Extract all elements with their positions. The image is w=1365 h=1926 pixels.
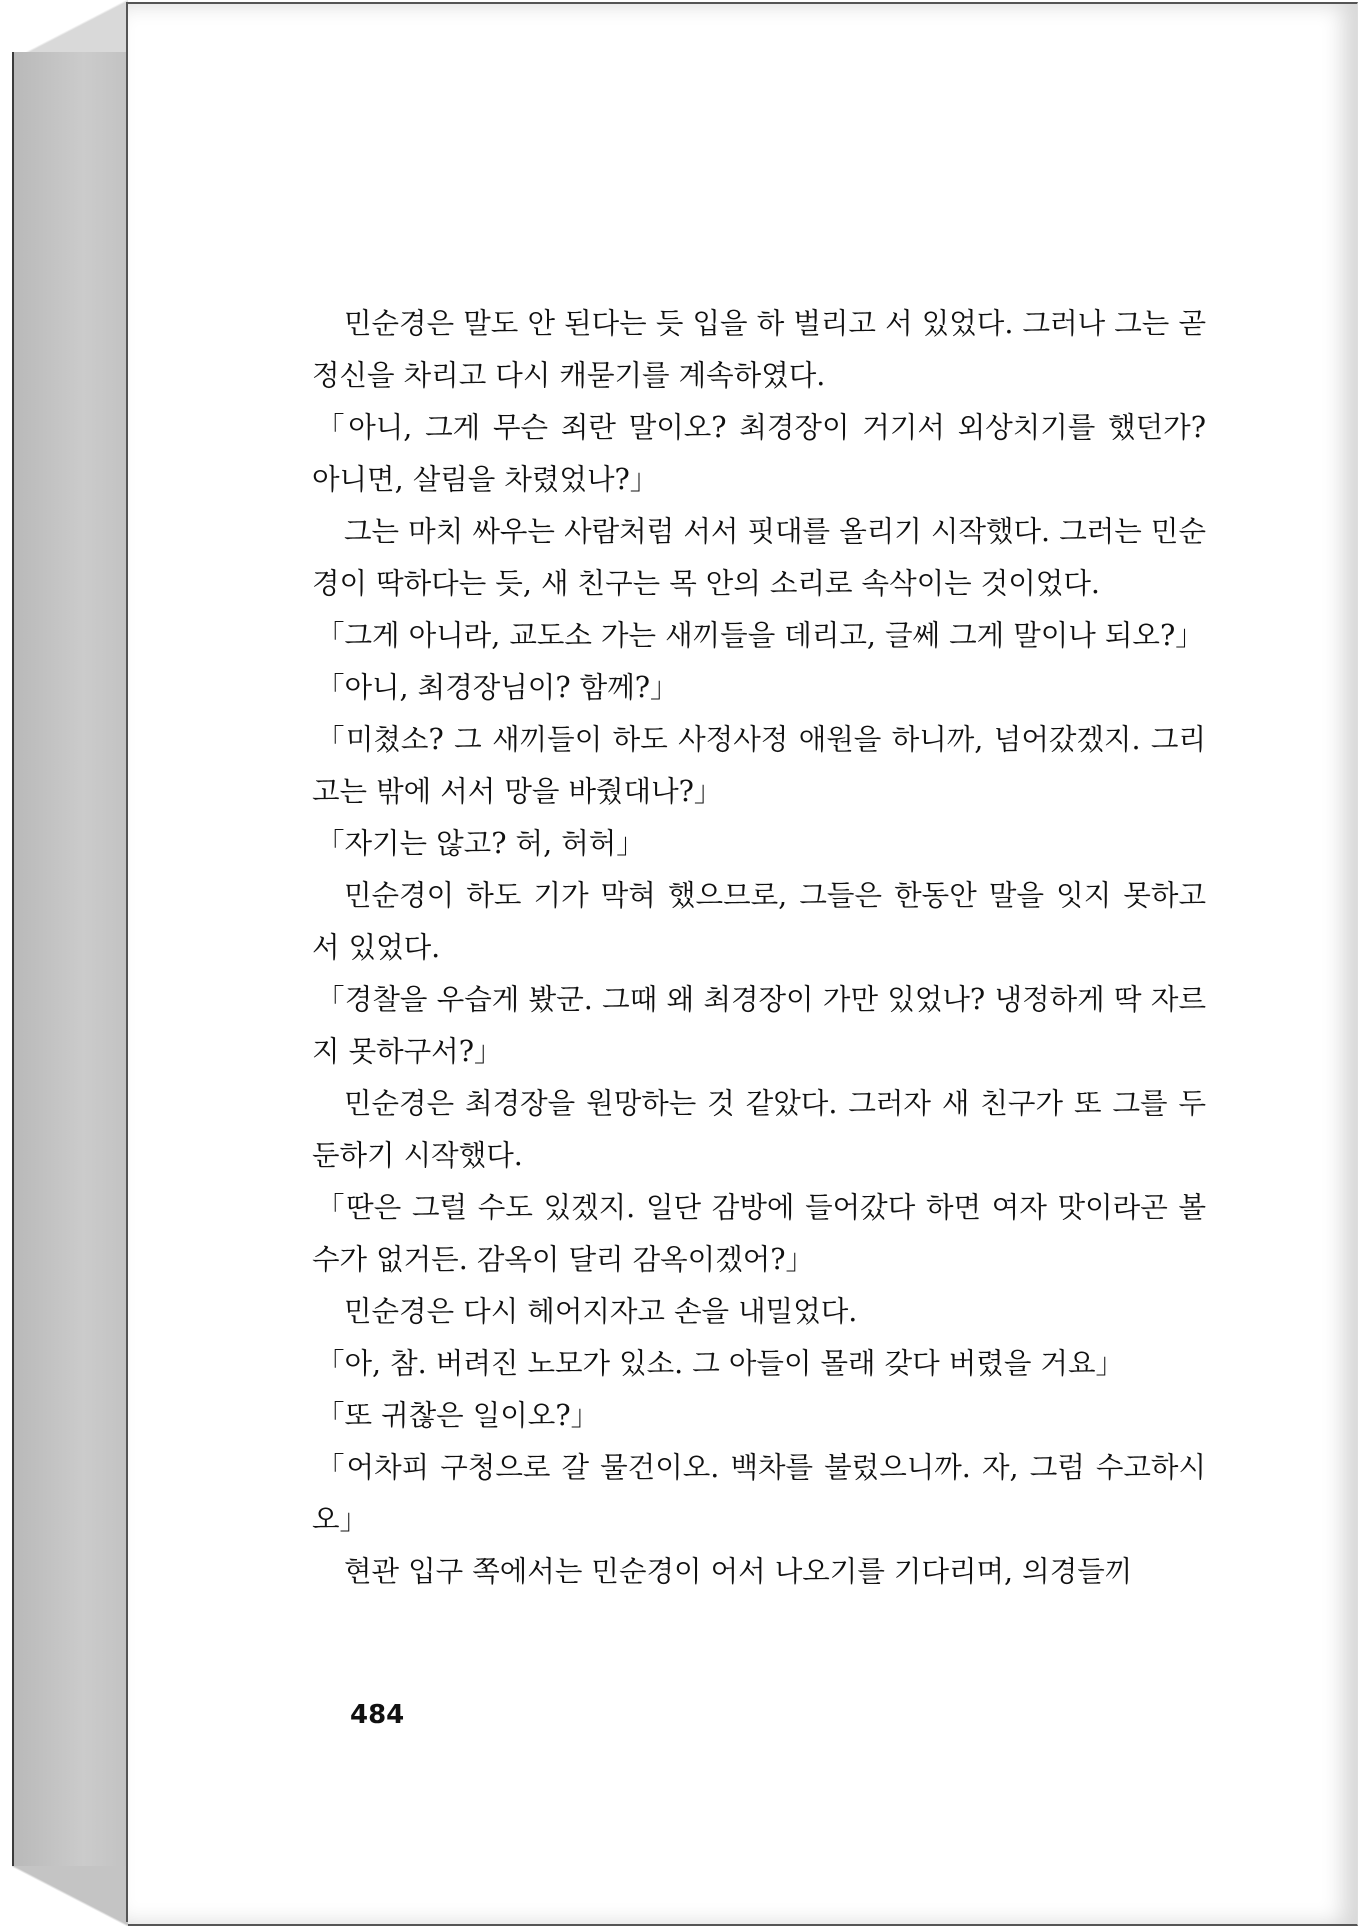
paragraph-narration: 민순경은 다시 헤어지자고 손을 내밀었다.	[344, 1295, 858, 1328]
paragraph-dialog: 「아니, 최경장님이? 함께?」	[316, 671, 679, 704]
paragraph-narration: 민순경이 하도 기가 막혀 했으므로, 그들은 한동안 말을 잇지 못하고 서 있었다.	[312, 879, 1206, 964]
paragraph-dialog: 「아, 참. 버려진 노모가 있소. 그 아들이 몰래 갖다 버렸을 거요」	[316, 1347, 1124, 1380]
paragraph-narration: 민순경은 최경장을 원망하는 것 같았다. 그러자 새 친구가 또 그를 두둔하기 시작했다.	[312, 1087, 1206, 1172]
page-number: 484	[350, 1700, 405, 1730]
paragraph-dialog: 「그게 아니라, 교도소 가는 새끼들을 데리고, 글쎄 그게 말이나 되오?」	[316, 619, 1204, 652]
paragraph-narration: 민순경은 말도 안 된다는 듯 입을 하 벌리고 서 있었다. 그러나 그는 곧 정신을 차리고 다시 캐묻기를 계속하였다.	[312, 307, 1206, 392]
book-spine-top	[12, 0, 128, 60]
paragraph-dialog: 「경찰을 우습게 봤군. 그때 왜 최경장이 가만 있었나? 냉정하게 딱 자르지 못하구서?」	[312, 983, 1206, 1068]
paragraph-dialog: 「또 귀찮은 일이오?」	[316, 1399, 600, 1432]
paragraph-narration: 현관 입구 쪽에서는 민순경이 어서 나오기를 기다리며, 의경들끼	[344, 1555, 1133, 1588]
paragraph-dialog: 「미쳤소? 그 새끼들이 하도 사정사정 애원을 하니까, 넘어갔겠지. 그리고는 밖에 서서 망을 바줬대나?」	[312, 723, 1206, 808]
book-spine	[12, 52, 130, 1888]
book-spine-bottom	[12, 1866, 128, 1926]
paragraph-dialog: 「자기는 않고? 허, 허허」	[316, 827, 645, 860]
paragraph-dialog: 「아니, 그게 무슨 죄란 말이오? 최경장이 거기서 외상치기를 했던가? 아니면, 살림을 차렸었나?」	[312, 411, 1206, 496]
paragraph-dialog: 「딴은 그럴 수도 있겠지. 일단 감방에 들어갔다 하면 여자 맛이라곤 볼 수가 없거든. 감옥이 달리 감옥이겠어?」	[312, 1191, 1206, 1276]
paragraph-narration: 그는 마치 싸우는 사람처럼 서서 핏대를 올리기 시작했다. 그러는 민순경이 딱하다는 듯, 새 친구는 목 안의 소리로 속삭이는 것이었다.	[312, 515, 1206, 600]
paragraph-dialog: 「어차피 구청으로 갈 물건이오. 백차를 불렀으니까. 자, 그럼 수고하시오」	[312, 1451, 1206, 1536]
body-text	[312, 298, 1206, 1598]
